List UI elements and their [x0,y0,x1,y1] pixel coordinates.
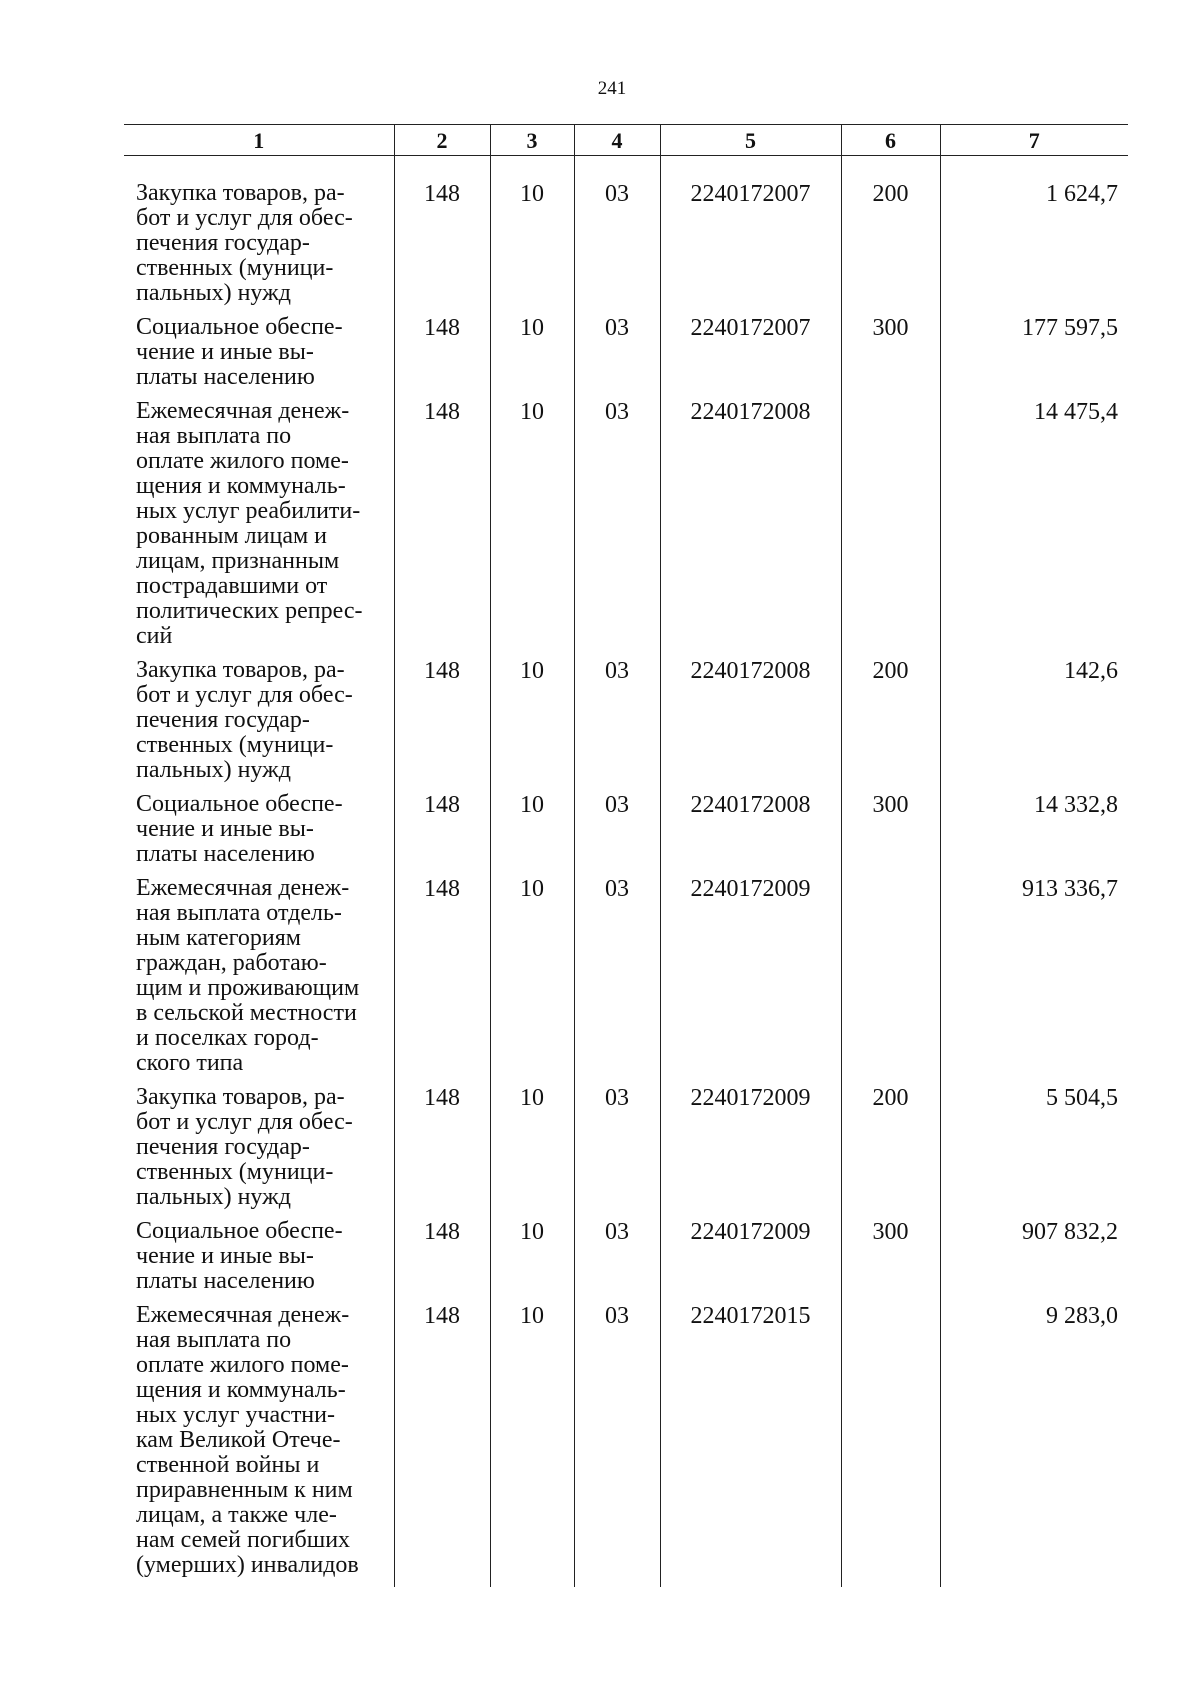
cell-col-7: 907 832,2 [940,1219,1128,1303]
cell-col-3: 10 [490,399,574,658]
cell-col-5: 2240172009 [660,876,841,1085]
cell-col-5: 2240172015 [660,1303,841,1587]
cell-col-2: 148 [394,1085,490,1219]
cell-col-7: 177 597,5 [940,315,1128,399]
header-col-7: 7 [940,125,1128,156]
header-col-2: 2 [394,125,490,156]
table-row [124,1219,1128,1303]
table-row [124,658,1128,792]
cell-col-4: 03 [574,399,660,658]
cell-description: Ежемесячная денеж- ная выплата по оплате жилого поме- щения и коммуналь- ных услуг реабилити- рованным лицам и лицам, признанным пострадавшими от политических репрес- сий [136,398,363,649]
cell-col-5: 2240172008 [660,792,841,876]
cell-col-6: 200 [841,658,940,792]
header-row [124,125,1128,156]
cell-col-3: 10 [490,181,574,315]
cell-col-6 [841,1303,940,1587]
cell-col-4: 03 [574,792,660,876]
cell-description: Закупка товаров, ра- бот и услуг для обес- печения государ- ственных (муници- пальных) нужд [136,1084,353,1210]
cell-col-4: 03 [574,1085,660,1219]
cell-col-6: 300 [841,1219,940,1303]
cell-col-3: 10 [490,1303,574,1587]
cell-col-7: 913 336,7 [940,876,1128,1085]
cell-col-7: 1 624,7 [940,181,1128,315]
budget-table [124,124,1128,1587]
cell-col-5: 2240172009 [660,1219,841,1303]
cell-col-2: 148 [394,181,490,315]
cell-col-2: 148 [394,658,490,792]
cell-col-2: 148 [394,1219,490,1303]
cell-col-6: 200 [841,1085,940,1219]
cell-col-2: 148 [394,1303,490,1587]
cell-col-4: 03 [574,876,660,1085]
cell-col-4: 03 [574,181,660,315]
cell-col-7: 14 475,4 [940,399,1128,658]
cell-col-3: 10 [490,792,574,876]
cell-description: Закупка товаров, ра- бот и услуг для обес- печения государ- ственных (муници- пальных) нужд [136,657,353,783]
cell-col-4: 03 [574,315,660,399]
page-number: 241 [597,78,627,99]
cell-col-7: 9 283,0 [940,1303,1128,1587]
cell-description: Ежемесячная денеж- ная выплата по оплате жилого поме- щения и коммуналь- ных услуг участни- кам Великой Отече- ственной войны и приравненным к ним лицам, а также чле- нам семей погибших (умерших) инвалидов [136,1302,359,1578]
table-row [124,1303,1128,1587]
cell-col-6 [841,876,940,1085]
cell-col-5: 2240172009 [660,1085,841,1219]
cell-description: Закупка товаров, ра- бот и услуг для обес- печения государ- ственных (муници- пальных) нужд [136,180,353,306]
table-row [124,876,1128,1085]
cell-col-2: 148 [394,315,490,399]
cell-description: Социальное обеспе- чение и иные вы- платы населению [136,791,343,867]
cell-col-7: 14 332,8 [940,792,1128,876]
table-header [124,125,1128,156]
table-row [124,792,1128,876]
table-row [124,181,1128,315]
spacer-row [124,156,1128,182]
cell-col-5: 2240172008 [660,399,841,658]
cell-col-2: 148 [394,792,490,876]
cell-col-5: 2240172007 [660,181,841,315]
table-body [124,156,1128,1588]
table-row [124,1085,1128,1219]
header-col-6: 6 [841,125,940,156]
table-row [124,399,1128,658]
header-col-4: 4 [574,125,660,156]
cell-col-3: 10 [490,1085,574,1219]
header-col-3: 3 [490,125,574,156]
cell-col-3: 10 [490,315,574,399]
header-col-5: 5 [660,125,841,156]
cell-col-2: 148 [394,876,490,1085]
cell-description: Социальное обеспе- чение и иные вы- платы населению [136,314,343,390]
cell-col-6: 300 [841,315,940,399]
cell-col-3: 10 [490,1219,574,1303]
cell-col-6: 200 [841,181,940,315]
cell-col-3: 10 [490,658,574,792]
table-row [124,315,1128,399]
cell-col-5: 2240172008 [660,658,841,792]
cell-col-4: 03 [574,658,660,792]
cell-description: Социальное обеспе- чение и иные вы- платы населению [136,1218,343,1294]
cell-col-6: 300 [841,792,940,876]
cell-col-7: 142,6 [940,658,1128,792]
cell-col-3: 10 [490,876,574,1085]
cell-col-6 [841,399,940,658]
cell-description: Ежемесячная денеж- ная выплата отдель- ным категориям граждан, работаю- щим и проживающим в сельской местности и поселках город- ского типа [136,875,360,1076]
cell-col-4: 03 [574,1219,660,1303]
cell-col-7: 5 504,5 [940,1085,1128,1219]
header-col-1: 1 [124,125,394,156]
cell-col-4: 03 [574,1303,660,1587]
cell-col-5: 2240172007 [660,315,841,399]
cell-col-2: 148 [394,399,490,658]
